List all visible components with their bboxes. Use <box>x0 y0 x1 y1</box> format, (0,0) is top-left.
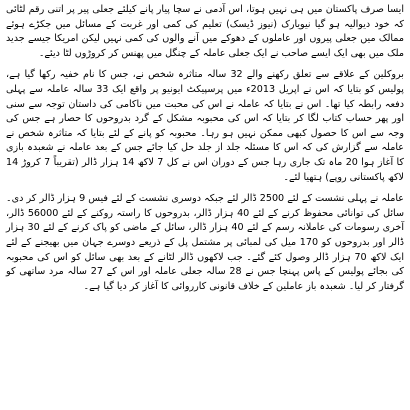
article-paragraph-2: بروکلین کے علاقے سے تعلق رکھنے والے 32 سالہ متاثرہ شخص نے، جس کا نام خفیہ رکھا گیا ہے، پولیس کو بتایا کہ اس نے اپریل 2013ء میں پرسپیکٹ ایونیو پر واقع ایک 33 سالہ عاملہ سے پہلی دفعہ رابطہ کیا تھا۔ اس نے بتایا کہ عاملہ نے اس کی محبت میں ناکامی کی داستان توجہ سے سنی اور پھر حساب کتاب لگا کر بتایا کہ اس کی محبوبہ مشکل کے گرد بدروحوں کا حصار ہے جس کی وجہ سے اس کا حصول کبھی ممکن نہیں ہو رہا۔ محبوبہ کو پانے کے لئے بتایا کہ متاثرہ شخص نے عاملہ سے گزارش کی کہ اس کا مسئلہ جلد از جلد حل کیا جائے جس کے بعد عاملہ نے شعبدہ بازی کا آغاز ہوا 20 ماہ تک جاری رہا جس کے دوران اس نے کل 7 لاکھ 14 ہزار ڈالر (تقریباً 7 کروڑ 14 لاکھ پاکستانی روپے) ہتھیا لئے۔ <box>6 69 405 183</box>
article-paragraph-3: عاملہ نے پہلی نشست کے لئے 2500 ڈالر لئے جبکہ دوسری نشست کے لئے فیس 9 ہزار ڈالر کر دی۔ سائل کی توانائی محفوظ کرنے کے لئے 40 ہزار ڈالر، بدروحوں کا راستہ روکنے کے لئے 56000 ڈالر، آخری رسومات کی عاملانہ رسم کے لئے 40 ہزار ڈالر، سائل کے ماضی کو پاک کرنے کے لئے 30 ہزار ڈالر اور بدروحوں کو 170 میل کی لمبائی پر مشتمل پل کے ذریعے دوسرے جہان میں بھیجنے کے لئے ایک لاکھ 70 ہزار ڈالر وصول کئے گئے۔ جب لاکھوں ڈالر لٹانے کے بعد بھی سائل کو اس کی محبوبہ کی بجائے پولیس کے پاس پہنچا جس نے 28 سالہ جعلی عاملہ اور اس کے 27 سالہ مرد ساتھی کو گرفتار کر لیا۔ شعبدہ باز عاملین کے خلاف قانونی کارروائی کا آغاز کر دیا گیا ہے۔ <box>6 193 405 292</box>
article-paragraph-1: ایسا صرف پاکستان میں ہی نہیں ہوتا، اس آدمی نے سچا پیار پانے کیلئے جعلی پیر پر اتنی رقم لٹائی کہ خود دیوالیہ ہو گیا نیویارک (نیوز ڈیسک) تعلیم کی کمی اور غربت کے مسائل میں جکڑے ہوئے ممالک میں جعلی پیروں اور عاملوں کے دھوکے میں آنے والوں کی کمی نہیں لیکن امریکا جیسے جدید ملک میں بھی ایک ایسے صاحب نے ایک جعلی عاملہ کے چنگل میں پھنس کر کروڑوں لٹا دیئے۔ <box>6 4 404 59</box>
